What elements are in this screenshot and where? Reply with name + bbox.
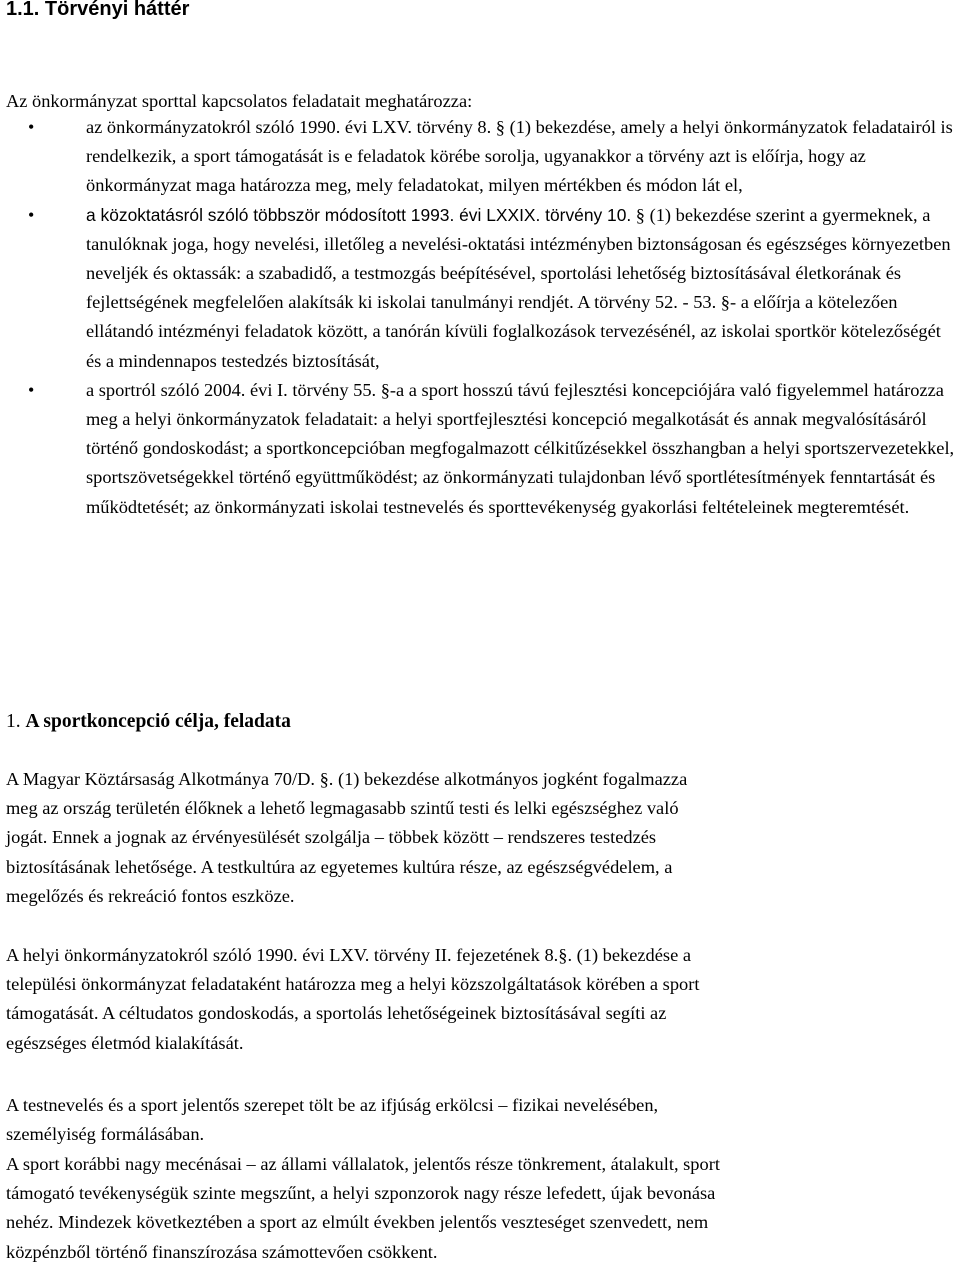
intro-text: Az önkormányzat sporttal kapcsolatos feladatait meghatározza:: [6, 91, 473, 111]
bullet-lead: a közoktatásról szóló többször módosított 1993. évi LXXIX. törvény 10.: [86, 204, 632, 225]
section-heading: 1.1. Törvényi háttér: [6, 0, 190, 20]
text-line: települési önkormányzat feladataként határozza meg a helyi közszolgáltatások körében a sport: [6, 974, 700, 995]
text-line: egészséges életmód kialakítását.: [6, 1032, 244, 1053]
chapter-number: 1.: [6, 711, 21, 732]
text-line: személyiség formálásában.: [6, 1124, 205, 1145]
text-line: támogatását. A céltudatos gondoskodás, a sportolás lehetőségeinek biztosításával segíti az: [6, 1003, 667, 1024]
chapter-title: A sportkoncepció célja, feladata: [25, 711, 291, 732]
text-line: közpénzből történő finanszírozása számottevően csökkent.: [6, 1241, 438, 1262]
text-line: biztosításának lehetősége. A testkultúra az egyetemes kultúra része, az egészségvédelem, a: [6, 856, 673, 877]
list-item: [6, 201, 958, 376]
text-line: A helyi önkormányzatokról szóló 1990. évi LXV. törvény II. fejezetének 8.§. (1) bekezdése a: [6, 945, 691, 965]
bullet-lead: az önkormányzatokról szóló 1990. évi LXV. törvény 8.: [86, 117, 492, 137]
legal-background-list: [6, 113, 956, 522]
paragraph-local-government-act: [6, 941, 956, 1058]
bullet-text: a sportról szóló 2004. évi I. törvény 55. §-a a sport hosszú távú fejlesztési koncepciójára való figyelemmel határozza meg a helyi önkormányzatok feladatait: a helyi sportfejlesztési koncepció megalkotását és annak megvalósításáról történő gondoskodást; a sportkoncepcióban megfogalmazott célkitűzésekkel összhangban a helyi sportszervezetekkel, sportszövetségekkel történő együttműködést; az önkormányzati tulajdonban lévő sportlétesítmények fenntartását és működtetését; az önkormányzati iskolai testnevelés és sporttevékenység gyakorlási feltételeinek megteremtését.: [86, 379, 955, 517]
paragraph-sponsors: [6, 1150, 956, 1267]
text-line: megelőzés és rekreáció fontos eszköze.: [6, 885, 295, 906]
list-item: [6, 113, 958, 201]
bullet-text: § (1) bekezdése, amely a helyi önkormányzatok feladatairól is rendelkezik, a sport támogatását is e feladatok körébe sorolja, ugyanakkor a törvény azt is előírja, hogy az önkormányzat maga határozza meg, mely feladatokat, milyen mértékben és módon lát el,: [86, 117, 953, 196]
text-line: A sport korábbi nagy mecénásai – az állami vállalatok, jelentős része tönkrement, átalakult, sport: [6, 1154, 720, 1174]
list-item: [6, 376, 958, 522]
bullet-icon: •: [28, 379, 35, 400]
bullet-icon: •: [28, 204, 35, 225]
bullet-text: § (1) bekezdése szerint a gyermeknek, a tanulóknak joga, hogy nevelési, illetőleg a nevelési-oktatási intézményben biztonságosan és egészséges környezetben neveljék és oktassák: a szabadidő, a testmozgás beépítésével, sportolási lehetőség biztosításával életkorának és fejlettségének megfelelően alakítsák ki iskolai tanulmányi rendjét. A törvény 52. - 53. §- a előírja a kötelezően ellátandó intézményi feladatok között, a tanórán kívüli foglalkozások tervezésénél, az iskolai sportkör kötelezőségét és a mindennapos testedzés biztosítását,: [86, 204, 951, 371]
chapter-heading: [6, 707, 291, 736]
text-line: nehéz. Mindezek következtében a sport az elmúlt években jelentős veszteséget szenvedett, nem: [6, 1212, 709, 1233]
paragraph-youth-education: [6, 1091, 956, 1149]
text-line: támogató tevékenységük szinte megszűnt, a helyi szponzorok nagy része lefedett, újak bevonása: [6, 1183, 716, 1204]
text-line: jogát. Ennek a jognak az érvényesülését szolgálja – többek között – rendszeres testedzés: [6, 827, 657, 848]
text-line: A testnevelés és a sport jelentős szerepet tölt be az ifjúság erkölcsi – fizikai nevelésében,: [6, 1095, 659, 1115]
text-line: meg az ország területén élőknek a lehető legmagasabb szintű testi és lelki egészséghez való: [6, 798, 679, 819]
paragraph-constitution: [6, 765, 956, 911]
bullet-icon: •: [28, 117, 35, 137]
text-line: A Magyar Köztársaság Alkotmánya 70/D. §. (1) bekezdése alkotmányos jogként fogalmazza: [6, 769, 688, 789]
